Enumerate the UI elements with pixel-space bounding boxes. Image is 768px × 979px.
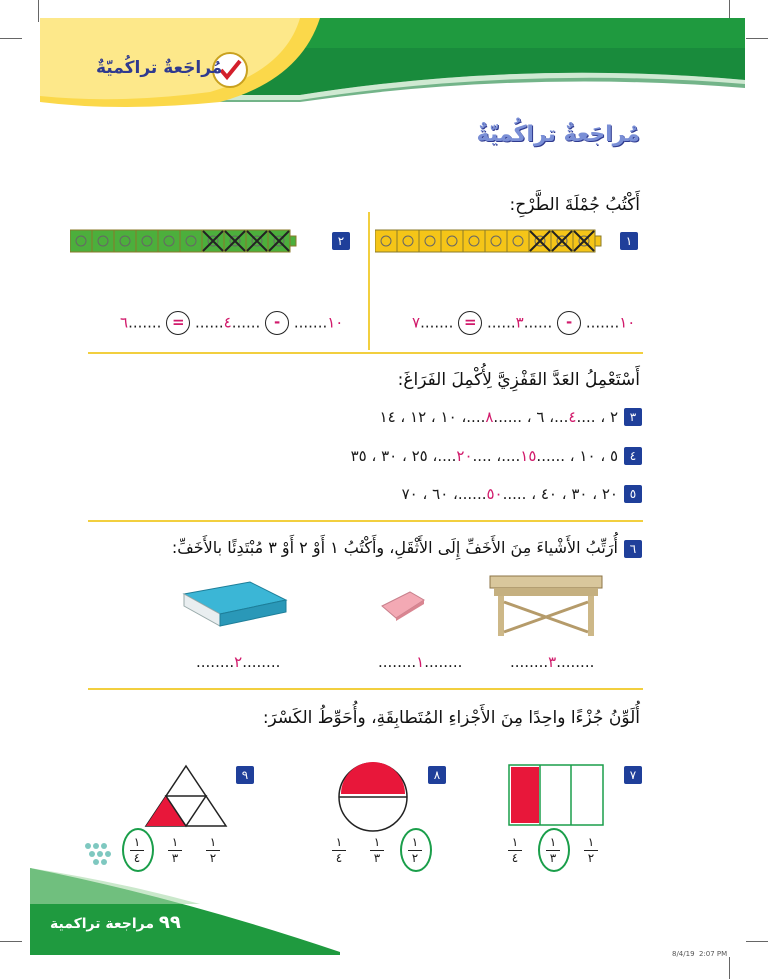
order-answer-eraser: ........١........ (378, 653, 463, 671)
subtraction-instruction: أَكْتُبُ جُمْلَةَ الطَّرْحِ: (509, 195, 640, 215)
section-title: مُراجَعةٌ تراكُميّةٌ (476, 122, 640, 147)
cube (375, 230, 397, 252)
fraction-numerator: ١ (549, 835, 557, 849)
cube-train-yellow (375, 228, 615, 254)
fraction-denominator: ٣ (549, 851, 557, 865)
divider (88, 520, 643, 522)
fraction-denominator: ٤ (133, 851, 141, 865)
order-answer-table: ........٣........ (510, 653, 595, 671)
header-banner (0, 0, 768, 110)
fractions-instruction: أُلَوِّنُ جُزْءًا واحِدًا مِنَ الأَجْزاءِ المُتَطابِقَةِ، وأُحَوِّطُ الكَسْرَ: (262, 708, 640, 728)
cube (70, 230, 92, 252)
cube (158, 230, 180, 252)
table-image (488, 572, 604, 638)
fraction-numerator: ١ (335, 835, 343, 849)
equation-1-minuend: ١٠ (619, 313, 636, 332)
print-timestamp: 8/4/19 2:07 PM (672, 950, 728, 958)
fraction-denominator: ٢ (587, 851, 595, 865)
cube-connector (290, 236, 296, 246)
item-number-2: ٢ (332, 232, 350, 250)
fraction-denominator: ٣ (373, 851, 381, 865)
equation-2-result: ٦ (120, 313, 129, 332)
skip-counting-instruction: أَسْتَعْمِلُ العَدَّ القَفْزِيَّ لِأُكْمِلَ الفَرَاغَ: (397, 370, 640, 390)
fraction-numerator: ١ (587, 835, 595, 849)
answer: ١٥ (520, 447, 537, 465)
order-answer-book: ........٢........ (196, 653, 281, 671)
cube (136, 230, 158, 252)
cube (441, 230, 463, 252)
cube (92, 230, 114, 252)
cube-train-green (70, 228, 320, 254)
fraction-option[interactable] (168, 836, 182, 865)
fraction-option[interactable] (370, 836, 384, 865)
fraction-denominator: ٤ (511, 851, 519, 865)
cube (397, 230, 419, 252)
answer: ٢٠ (456, 447, 473, 465)
fraction-numerator: ١ (373, 835, 381, 849)
fraction-numerator: ١ (411, 835, 419, 849)
item-number-3: ٣ (624, 408, 642, 426)
item-number-8: ٨ (428, 766, 446, 784)
equation-1-subtrahend: ٣ (515, 313, 524, 332)
sequence-4: ٥ ، ١٠ ، ......١٥....، ....٢٠....، ٢٥ ، ٣٠ ، ٣٥ (350, 447, 618, 465)
sequence-3: ٢ ، ....٤...، ٦ ، ......٨....، ١٠ ، ١٢ ، ١٤ (379, 408, 618, 426)
item-number-7: ٧ (624, 766, 642, 784)
divider (88, 352, 643, 354)
ordering-instruction: أُرَتِّبُ الأَشْياءَ مِنَ الأَخَفِّ إِلَى الأَثْقَلِ، وأَكْتُبُ ١ أَوْ ٢ أَوْ ٣ مُبْتَدِئًا بالأَخَفِّ: (171, 538, 618, 557)
fraction-option[interactable] (508, 836, 522, 865)
fraction-option[interactable] (332, 836, 346, 865)
book-image (180, 580, 290, 632)
equals-sign: = (458, 311, 482, 335)
minus-sign: - (265, 311, 289, 335)
header-title: مُراجَعةٌ تراكُميّةٌ (96, 58, 223, 78)
sequence-5: ٢٠ ، ٣٠ ، ٤٠ ، .....٥٠......، ٦٠ ، ٧٠ (401, 485, 618, 503)
equation-2-subtrahend: ٤ (223, 313, 232, 332)
fraction-numerator: ١ (133, 835, 141, 849)
cube (485, 230, 507, 252)
item-number-6: ٦ (624, 540, 642, 558)
fraction-denominator: ٣ (171, 851, 179, 865)
equals-sign: = (166, 311, 190, 335)
item-number-9: ٩ (236, 766, 254, 784)
item-number-5: ٥ (624, 485, 642, 503)
rectangle-thirds (508, 764, 604, 826)
equation-1-result: ٧ (412, 313, 421, 332)
fraction-option[interactable] (584, 836, 598, 865)
cube (114, 230, 136, 252)
equation-1: ١٠....... - ......٣...... = .......٧ (412, 311, 635, 335)
equation-2: ١٠....... - ......٤...... = .......٦ (120, 311, 343, 335)
fraction-numerator: ١ (209, 835, 217, 849)
answer: ٤ (568, 408, 577, 426)
item-number-4: ٤ (624, 447, 642, 465)
divider (88, 688, 643, 690)
cube (180, 230, 202, 252)
fraction-denominator: ٢ (209, 851, 217, 865)
triangle-quarters (144, 764, 228, 828)
fraction-denominator: ٢ (411, 851, 419, 865)
selected-fraction-circle (122, 828, 154, 872)
fraction-option[interactable] (206, 836, 220, 865)
fraction-numerator: ١ (511, 835, 519, 849)
footer-label: ٩٩ مراجعة تراكمية (50, 912, 181, 933)
cube (463, 230, 485, 252)
cube (507, 230, 529, 252)
fraction-denominator: ٤ (335, 851, 343, 865)
equation-2-minuend: ١٠ (327, 313, 344, 332)
eraser-image (378, 588, 428, 622)
cube-connector (595, 236, 601, 246)
answer: ٨ (485, 408, 494, 426)
selected-fraction-circle (538, 828, 570, 872)
answer: ٥٠ (486, 485, 503, 503)
item-number-1: ١ (620, 232, 638, 250)
divider-vertical (368, 212, 370, 350)
circle-halves (336, 760, 410, 834)
selected-fraction-circle (400, 828, 432, 872)
cube (419, 230, 441, 252)
minus-sign: - (557, 311, 581, 335)
fraction-numerator: ١ (171, 835, 179, 849)
